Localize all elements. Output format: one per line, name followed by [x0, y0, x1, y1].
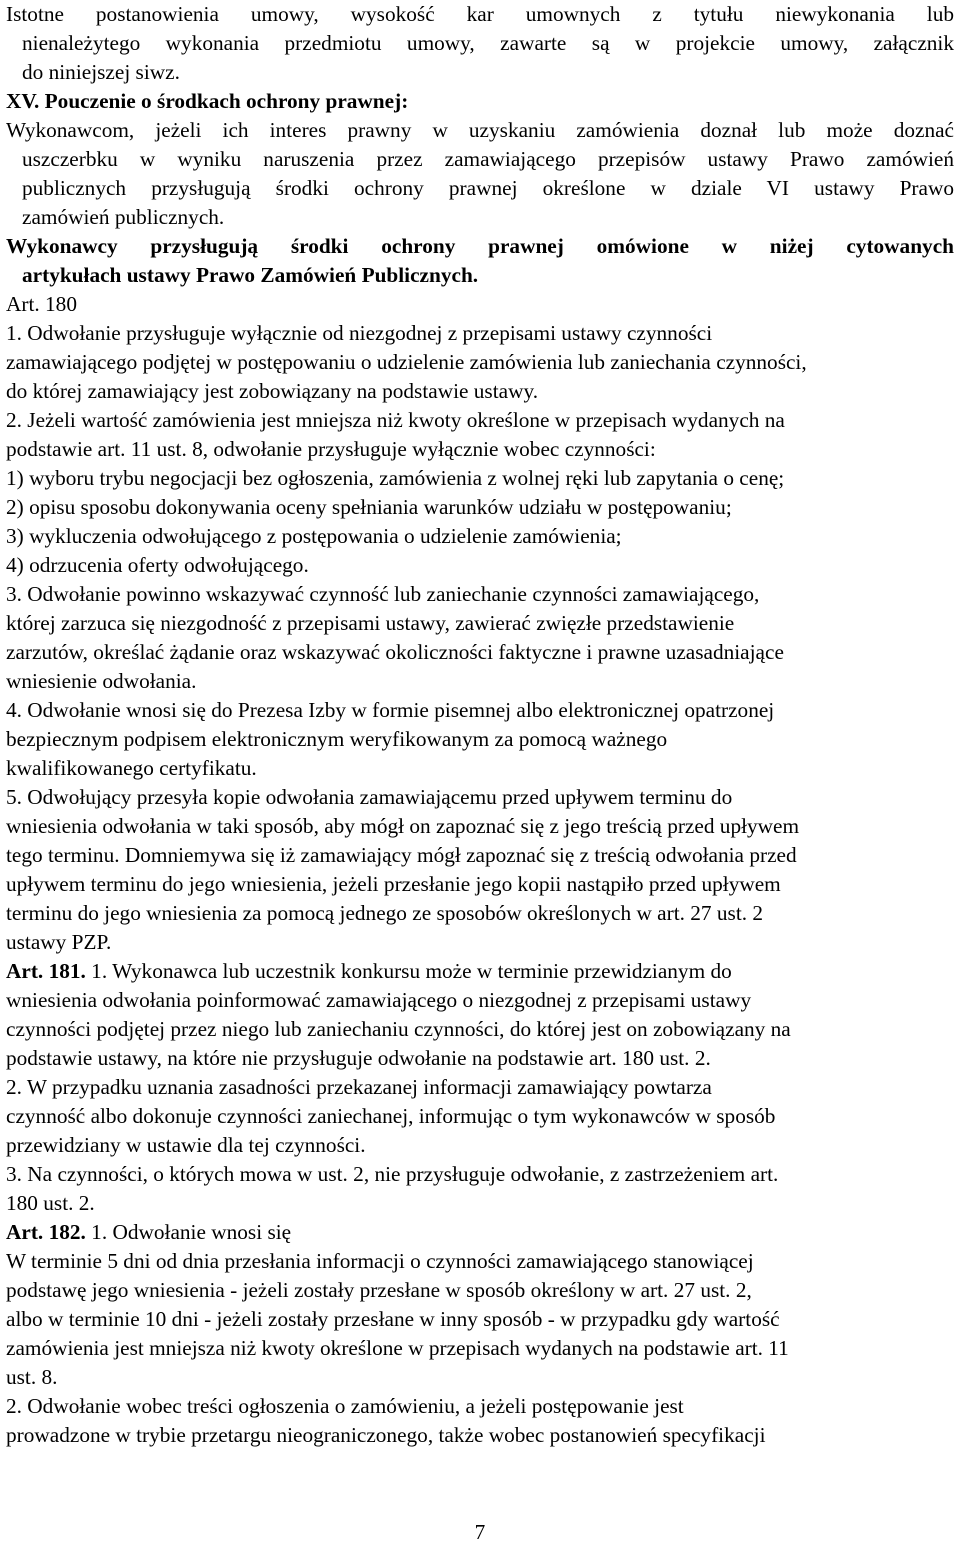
text-line: terminu do jego wniesienia za pomocą jednego ze sposobów określonych w art. 27 ust. 2 — [6, 901, 764, 925]
text-line: albo w terminie 10 dni - jeżeli zostały przesłane w inny sposób - w przypadku gdy wartość — [6, 1307, 780, 1331]
text-line: zamówienia jest mniejsza niż kwoty określone w przepisach wydanych na podstawie art. 11 — [6, 1336, 789, 1360]
text-line: 2. Jeżeli wartość zamówienia jest mniejsza niż kwoty określone w przepisach wydanych na — [6, 408, 785, 432]
text-line: wniesienia odwołania w taki sposób, aby mógł on zapoznać się z jego treścią przed upływem — [6, 814, 800, 838]
text-line: 1) wyboru trybu negocjacji bez ogłoszenia, zamówienia z wolnej ręki lub zapytania o cenę; — [6, 466, 785, 490]
text-line: W terminie 5 dni od dnia przesłania informacji o czynności zamawiającego stanowiącej — [6, 1249, 754, 1273]
text-line: 180 ust. 2. — [6, 1191, 95, 1215]
text-line: prowadzone w trybie przetargu nieograniczonego, także wobec postanowień specyfikacji — [6, 1423, 766, 1447]
text-line: której zarzuca się niezgodność z przepisami ustawy, zawierać zwięzłe przedstawienie — [6, 611, 735, 635]
page-number: 7 — [474, 1520, 486, 1544]
text-line: zamówień publicznych. — [22, 205, 225, 229]
text-line: tego terminu. Domniemywa się iż zamawiający mógł zapoznać się z treścią odwołania przed — [6, 843, 797, 867]
text-line: kwalifikowanego certyfikatu. — [6, 756, 257, 780]
text-line: Istotne postanowienia umowy, wysokość kar umownych z tytułu niewykonania lub — [6, 2, 954, 26]
text-line: Wykonawcom, jeżeli ich interes prawny w uzyskaniu zamówienia doznał lub może doznać — [6, 118, 954, 142]
text-line: 2. W przypadku uznania zasadności przekazanej informacji zamawiający powtarza — [6, 1075, 712, 1099]
text-line: 4) odrzucenia oferty odwołującego. — [6, 553, 309, 577]
text-line: 2) opisu sposobu dokonywania oceny spełniania warunków udziału w postępowaniu; — [6, 495, 732, 519]
text-line: przewidziany w ustawie dla tej czynności. — [6, 1133, 366, 1157]
article-heading: Art. 180 — [6, 292, 77, 316]
text-line: czynność albo dokonuje czynności zaniechanej, informując o tym wykonawców w sposób — [6, 1104, 776, 1128]
text-line: 3) wykluczenia odwołującego z postępowania o udzielenie zamówienia; — [6, 524, 622, 548]
text-line: upływem terminu do jego wniesienia, jeżeli przesłanie jego kopii nastąpiło przed upływem — [6, 872, 781, 896]
bold-text-line: Wykonawcy przysługują środki ochrony prawnej omówione w niżej cytowanych — [6, 234, 954, 258]
text-line: podstawie ustawy, na które nie przysługuje odwołanie na podstawie art. 180 ust. 2. — [6, 1046, 711, 1070]
text-line: ust. 8. — [6, 1365, 58, 1389]
bold-text-line: artykułach ustawy Prawo Zamówień Publicznych. — [22, 263, 479, 287]
text-line: publicznych przysługują środki ochrony prawnej określone w dziale VI ustawy Prawo — [22, 176, 954, 200]
text-line: podstawie art. 11 ust. 8, odwołanie przysługuje wyłącznie wobec czynności: — [6, 437, 656, 461]
text-line: do niniejszej siwz. — [22, 60, 180, 84]
article-heading: Art. 181. — [6, 959, 86, 983]
text-line: do której zamawiający jest zobowiązany na podstawie ustawy. — [6, 379, 539, 403]
text-line: podstawę jego wniesienia - jeżeli zostały przesłane w sposób określony w art. 27 ust. 2, — [6, 1278, 752, 1302]
text-line: bezpiecznym podpisem elektronicznym weryfikowanym za pomocą ważnego — [6, 727, 668, 751]
text-line: 3. Odwołanie powinno wskazywać czynność lub zaniechanie czynności zamawiającego, — [6, 582, 760, 606]
text-line: czynności podjętej przez niego lub zaniechaniu czynności, do której jest on zobowiązany na — [6, 1017, 791, 1041]
text-line: zarzutów, określać żądanie oraz wskazywać okoliczności faktyczne i prawne uzasadniające — [6, 640, 784, 664]
text-segment: 1. Wykonawca lub uczestnik konkursu może w terminie przewidzianym do — [85, 959, 732, 983]
text-line: 4. Odwołanie wnosi się do Prezesa Izby w formie pisemnej albo elektronicznej opatrzonej — [6, 698, 775, 722]
text-line: 1. Odwołanie przysługuje wyłącznie od niezgodnej z przepisami ustawy czynności — [6, 321, 713, 345]
text-line: nienależytego wykonania przedmiotu umowy, zawarte są w projekcie umowy, załącznik — [22, 31, 954, 55]
text-line: wniesienia odwołania poinformować zamawiającego o niezgodnej z przepisami ustawy — [6, 988, 752, 1012]
text-line: 3. Na czynności, o których mowa w ust. 2, nie przysługuje odwołanie, z zastrzeżeniem art. — [6, 1162, 779, 1186]
text-line: wniesienie odwołania. — [6, 669, 197, 693]
text-line: 5. Odwołujący przesyła kopie odwołania zamawiającemu przed upływem terminu do — [6, 785, 733, 809]
text-line: ustawy PZP. — [6, 930, 112, 954]
text-line — [6, 1218, 291, 1246]
article-heading: Art. 182. — [6, 1220, 86, 1244]
text-line: 2. Odwołanie wobec treści ogłoszenia o zamówieniu, a jeżeli postępowanie jest — [6, 1394, 684, 1418]
text-segment: 1. Odwołanie wnosi się — [85, 1220, 292, 1244]
text-line — [6, 957, 732, 985]
text-line: uszczerbku w wyniku naruszenia przez zamawiającego przepisów ustawy Prawo zamówień — [22, 147, 954, 171]
text-line: zamawiającego podjętej w postępowaniu o udzielenie zamówienia lub zaniechania czynności, — [6, 350, 807, 374]
section-heading: XV. Pouczenie o środkach ochrony prawnej: — [6, 89, 409, 113]
